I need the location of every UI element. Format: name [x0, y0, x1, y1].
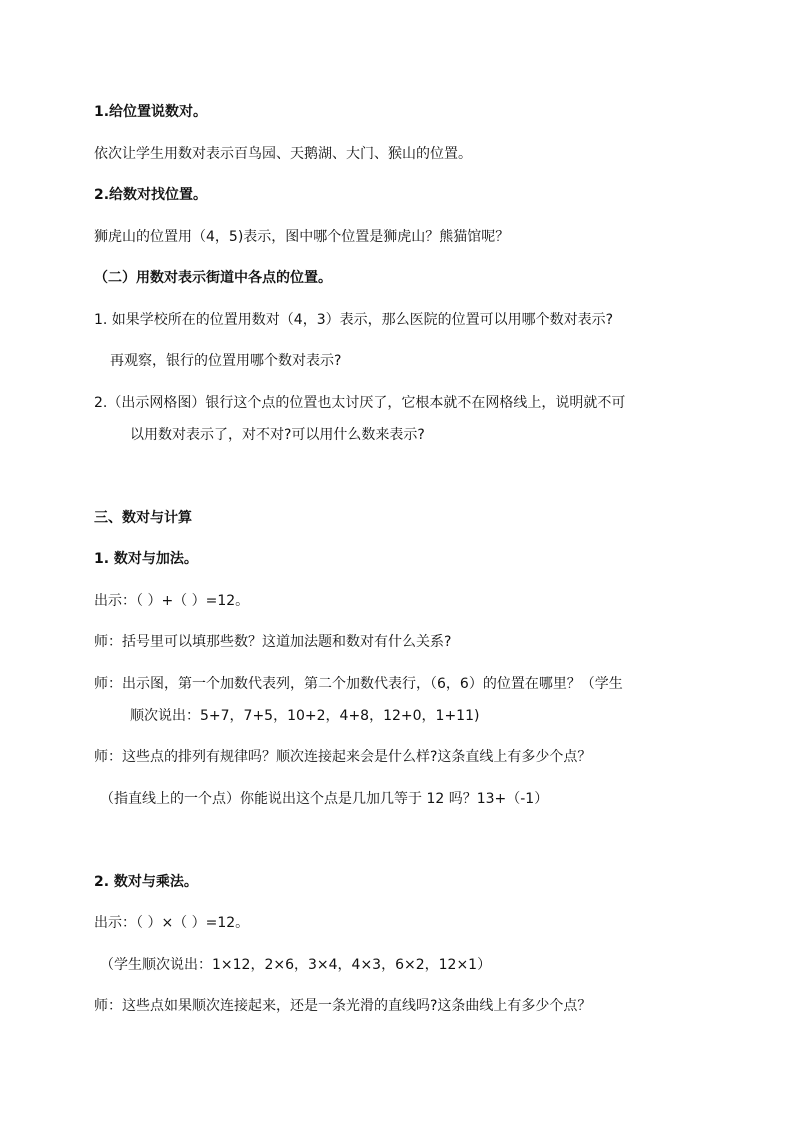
paragraph-text: 2.（出示网格图）银行这个点的位置也太讨厌了，它根本就不在网格线上，说明就不可 — [94, 395, 626, 411]
paragraph-text: 再观察，银行的位置用哪个数对表示? — [110, 353, 342, 369]
paragraph-text: 师：这些点如果顺次连接起来，还是一条光滑的直线吗?这条曲线上有多少个点？ — [94, 998, 592, 1014]
paragraph-text: 出示：（ ）+（ ）=12。 — [94, 593, 250, 609]
paragraph-text: 依次让学生用数对表示百鸟园、天鹅湖、大门、猴山的位置。 — [94, 146, 472, 162]
heading-pairs-and-multiplication: 2. 数对与乘法。 — [94, 874, 198, 890]
heading-pairs-and-addition: 1. 数对与加法。 — [94, 551, 198, 567]
paragraph-text: 顺次说出：5+7，7+5，10+2，4+8，12+0，1+11) — [130, 708, 480, 724]
paragraph-text: 师：出示图，第一个加数代表列，第二个加数代表行，（6，6）的位置在哪里？（学生 — [94, 676, 623, 692]
paragraph-text: 师：括号里可以填那些数？这道加法题和数对有什么关系? — [94, 634, 452, 650]
paragraph-text: （指直线上的一个点）你能说出这个点是几加几等于 12 吗？13+（-1） — [100, 791, 549, 807]
paragraph-text: 以用数对表示了，对不对?可以用什么数来表示? — [130, 427, 425, 443]
section-heading-street-points: （二）用数对表示街道中各点的位置。 — [94, 270, 332, 286]
paragraph-text: 狮虎山的位置用（4，5)表示，图中哪个位置是狮虎山？熊猫馆呢？ — [94, 229, 510, 245]
paragraph-text: （学生顺次说出：1×12，2×6，3×4，4×3，6×2，12×1） — [100, 957, 492, 973]
paragraph-text: 出示：（ ）×（ ）=12。 — [94, 915, 250, 931]
paragraph-text: 师：这些点的排列有规律吗？顺次连接起来会是什么样?这条直线上有多少个点？ — [94, 749, 592, 765]
paragraph-text: 1. 如果学校所在的位置用数对（4，3）表示，那么医院的位置可以用哪个数对表示? — [94, 312, 614, 328]
section-heading-pairs-and-calculation: 三、数对与计算 — [94, 510, 192, 526]
heading-give-pair-find-position: 2.给数对找位置。 — [94, 187, 208, 203]
heading-give-position-say-pair: 1.给位置说数对。 — [94, 104, 208, 120]
